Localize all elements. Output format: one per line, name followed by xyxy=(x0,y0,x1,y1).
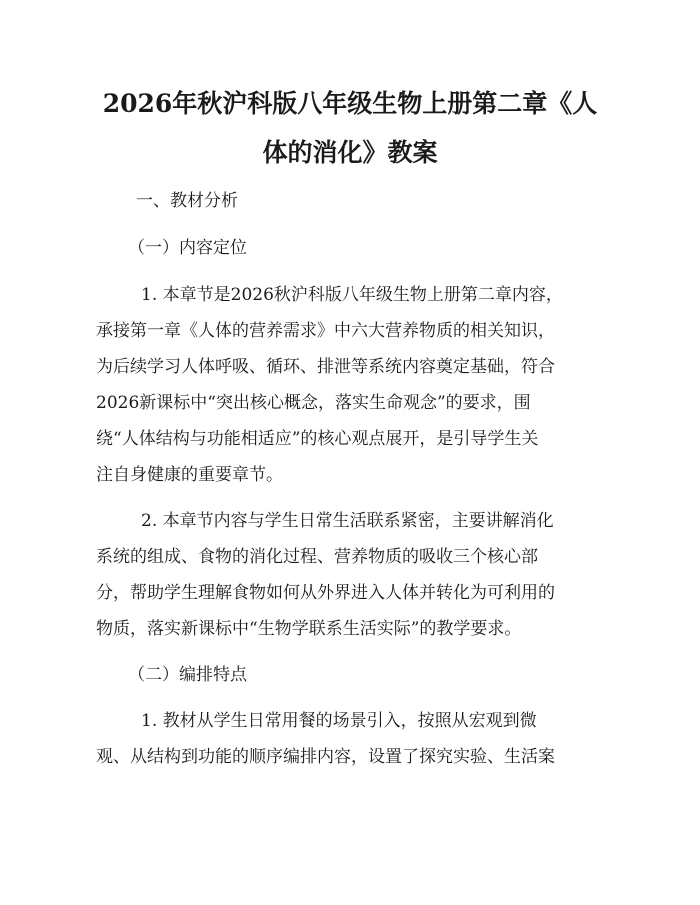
paragraph-2-line: 物质，落实新课标中“生物学联系生活实际”的教学要求。 xyxy=(96,619,522,639)
paragraph-1-line: 注自身健康的重要章节。 xyxy=(96,465,283,485)
paragraph-2-line: 2. 本章节内容与学生日常生活联系紧密，主要讲解消化 xyxy=(141,511,554,531)
document-title-line-2: 体的消化》教案 xyxy=(262,138,438,167)
paragraph-1-line: 1. 本章节是2026秋沪科版八年级生物上册第二章内容， xyxy=(141,285,563,305)
subsection-heading-layout-features: （二）编排特点 xyxy=(128,665,247,685)
document-title-line-1: 2026年秋沪科版八年级生物上册第二章《人 xyxy=(102,89,598,118)
paragraph-1-line: 为后续学习人体呼吸、循环、排泄等系统内容奠定基础，符合 xyxy=(96,357,555,377)
paragraph-1-line: 承接第一章《人体的营养需求》中六大营养物质的相关知识， xyxy=(96,321,555,341)
paragraph-1-line: 2026新课标中“突出核心概念，落实生命观念”的要求，围 xyxy=(96,393,531,413)
paragraph-1-line: 绕“人体结构与功能相适应”的核心观点展开，是引导学生关 xyxy=(96,429,539,449)
paragraph-3-line: 1. 教材从学生日常用餐的场景引入，按照从宏观到微 xyxy=(141,711,537,731)
paragraph-2-line: 分，帮助学生理解食物如何从外界进入人体并转化为可利用的 xyxy=(96,583,555,603)
paragraph-3-line: 观、从结构到功能的顺序编排内容，设置了探究实验、生活案 xyxy=(96,747,555,767)
subsection-heading-content-positioning: （一）内容定位 xyxy=(128,238,247,258)
section-heading-textbook-analysis: 一、教材分析 xyxy=(136,191,238,211)
paragraph-2-line: 系统的组成、食物的消化过程、营养物质的吸收三个核心部 xyxy=(96,547,538,567)
